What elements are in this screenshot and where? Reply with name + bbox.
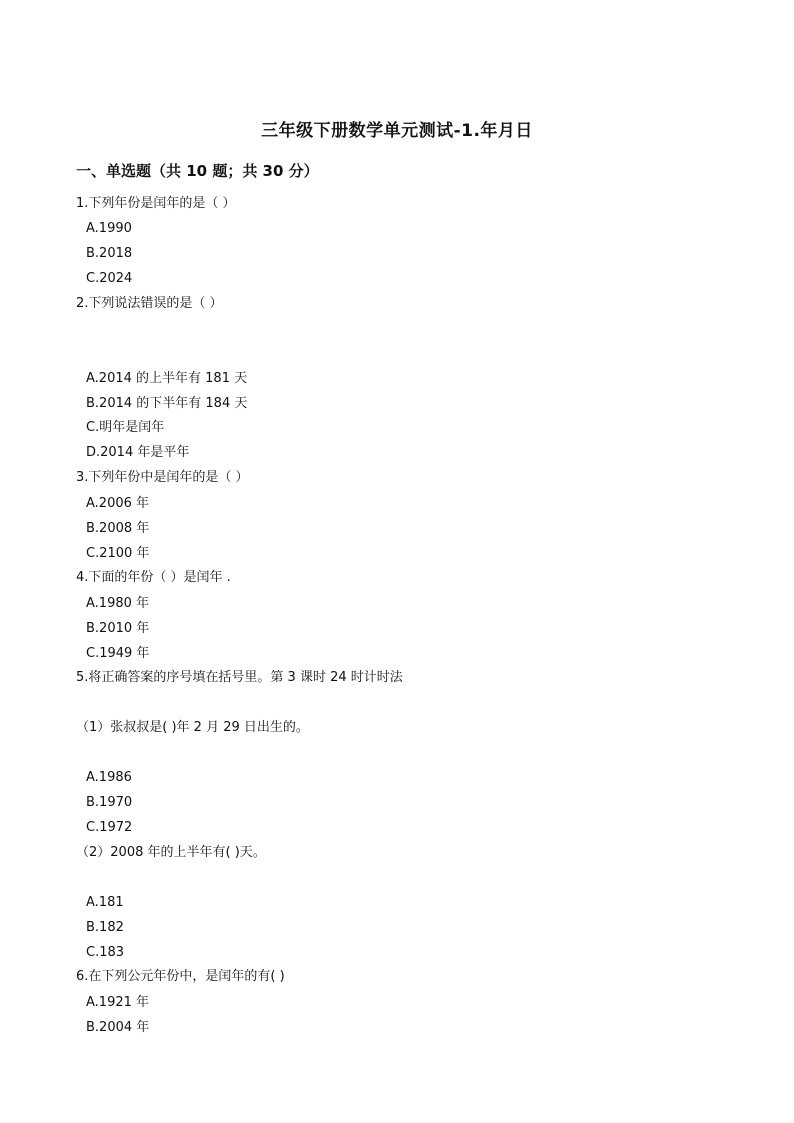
- question-5-sub1-option-a: A.1986: [86, 770, 132, 785]
- question-6-stem: 6.在下列公元年份中，是闰年的有( ): [76, 969, 285, 984]
- question-1-option-b: B.2018: [86, 246, 133, 261]
- question-4-option-a: A.1980 年: [86, 596, 150, 611]
- question-3-option-b: B.2008 年: [86, 521, 150, 536]
- question-2-option-b: B.2014 的下半年有 184 天: [86, 396, 248, 411]
- question-3-option-a: A.2006 年: [86, 496, 150, 511]
- question-3-stem: 3.下列年份中是闰年的是（ ）: [76, 470, 249, 485]
- question-5-sub1-option-b: B.1970: [86, 795, 133, 810]
- question-5-sub1-stem: （1）张叔叔是( )年 2 月 29 日出生的。: [76, 720, 309, 735]
- question-5-sub1-option-c: C.1972: [86, 820, 133, 835]
- question-2-option-c: C.明年是闰年: [86, 420, 165, 435]
- question-4-option-c: C.1949 年: [86, 646, 150, 661]
- question-6-option-b: B.2004 年: [86, 1020, 150, 1035]
- question-2-option-d: D.2014 年是平年: [86, 445, 190, 460]
- question-1-option-a: A.1990: [86, 221, 132, 236]
- question-6-option-a: A.1921 年: [86, 995, 150, 1010]
- question-5-sub2-option-b: B.182: [86, 920, 124, 935]
- question-5-sub2-option-c: C.183: [86, 945, 125, 960]
- question-4-stem: 4.下面的年份（ ）是闰年 .: [76, 570, 231, 585]
- question-1-stem: 1.下列年份是闰年的是（ ）: [76, 196, 236, 211]
- section-heading: 一、单选题（共 10 题；共 30 分）: [76, 162, 319, 180]
- question-5-stem: 5.将正确答案的序号填在括号里。第 3 课时 24 时计时法: [76, 670, 403, 685]
- question-5-sub2-stem: （2）2008 年的上半年有( )天。: [76, 845, 266, 860]
- question-4-option-b: B.2010 年: [86, 621, 150, 636]
- question-1-option-c: C.2024: [86, 271, 133, 286]
- page-title: 三年级下册数学单元测试-1.年月日: [261, 121, 533, 141]
- question-3-option-c: C.2100 年: [86, 546, 150, 561]
- question-2-stem: 2.下列说法错误的是（ ）: [76, 296, 223, 311]
- question-2-option-a: A.2014 的上半年有 181 天: [86, 371, 248, 386]
- question-5-sub2-option-a: A.181: [86, 895, 124, 910]
